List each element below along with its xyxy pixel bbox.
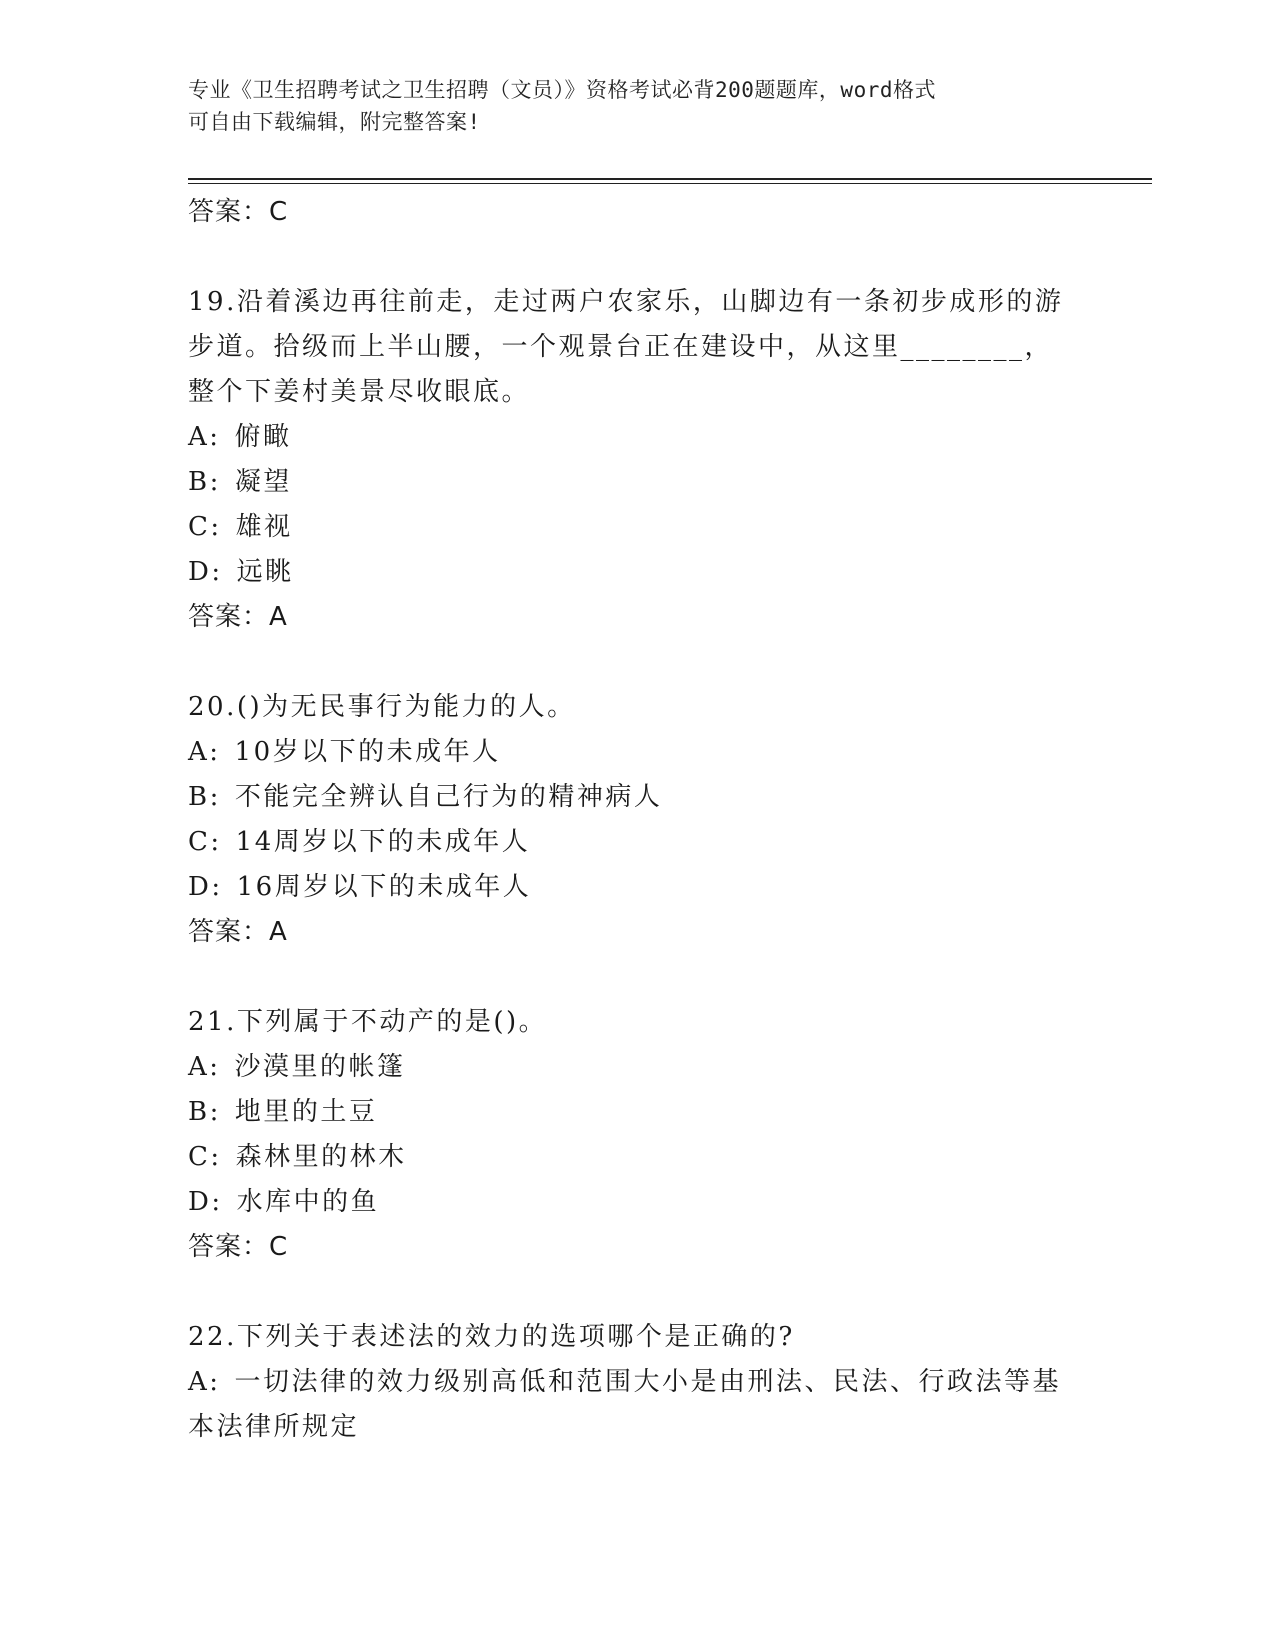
question-19 [188,280,1088,640]
option-d [188,1180,1088,1225]
header-rule-thin [188,183,1152,184]
option-text: 沙漠里的帐篷 [234,1052,406,1082]
option-letter: D: [188,872,223,902]
header-rule-thick [188,178,1152,180]
option-text: 一切法律的效力级别高低和范围大小是由刑法、民法、行政法等基 [234,1367,1062,1397]
option-a [188,730,1088,775]
option-c [188,1135,1088,1180]
option-text: 不能完全辨认自己行为的精神病人 [234,782,663,812]
option-text: 远眺 [236,557,294,587]
header-line-1: 专业《卫生招聘考试之卫生招聘（文员）》资格考试必背200题题库，word格式 [188,78,936,102]
option-letter: A: [188,422,221,452]
question-line: 21.下列属于不动产的是()。 [188,1007,548,1037]
option-letter: C: [188,512,222,542]
question-line: 步道。拾级而上半山腰，一个观景台正在建设中，从这里________， [188,332,1054,362]
question-21 [188,1000,1088,1270]
question-22 [188,1315,1088,1450]
option-letter: D: [188,557,223,587]
spacer [188,235,1088,280]
question-line: 22.下列关于表述法的效力的选项哪个是正确的? [188,1322,795,1352]
option-b [188,775,1088,820]
answer-line: 答案：A [188,602,288,632]
previous-answer: 答案：C [188,197,289,227]
question-20 [188,685,1088,955]
option-d [188,865,1088,910]
answer-line: 答案：C [188,1232,289,1262]
question-line: 整个下姜村美景尽收眼底。 [188,377,531,407]
option-letter: B: [188,1097,221,1127]
option-text: 森林里的林木 [235,1142,407,1172]
header-line-2: 可自由下载编辑，附完整答案! [188,110,481,134]
option-d [188,550,1088,595]
option-letter: C: [188,827,222,857]
question-line: 19.沿着溪边再往前走，走过两户农家乐，山脚边有一条初步成形的游 [188,287,1064,317]
document-header [188,74,1088,138]
option-letter: D: [188,1187,223,1217]
option-text: 地里的土豆 [234,1097,378,1127]
option-a [188,1045,1088,1090]
option-text: 水库中的鱼 [236,1187,380,1217]
option-a-continuation: 本法律所规定 [188,1412,360,1442]
option-c [188,820,1088,865]
answer-line: 答案：A [188,917,288,947]
option-b [188,460,1088,505]
spacer [188,640,1088,685]
option-text: 凝望 [234,467,292,497]
option-text: 10岁以下的未成年人 [234,737,501,767]
spacer [188,1270,1088,1315]
option-letter: A: [188,737,221,767]
option-text: 雄视 [235,512,293,542]
question-list [188,190,1088,1450]
option-a [188,1360,1088,1405]
option-text: 14周岁以下的未成年人 [235,827,531,857]
option-letter: A: [188,1052,221,1082]
option-letter: A: [188,1367,221,1397]
spacer [188,955,1088,1000]
question-line: 20.()为无民事行为能力的人。 [188,692,576,722]
option-text: 16周岁以下的未成年人 [236,872,532,902]
option-letter: B: [188,467,221,497]
option-text: 俯瞰 [234,422,292,452]
option-a [188,415,1088,460]
option-letter: B: [188,782,221,812]
option-b [188,1090,1088,1135]
option-letter: C: [188,1142,222,1172]
option-c [188,505,1088,550]
